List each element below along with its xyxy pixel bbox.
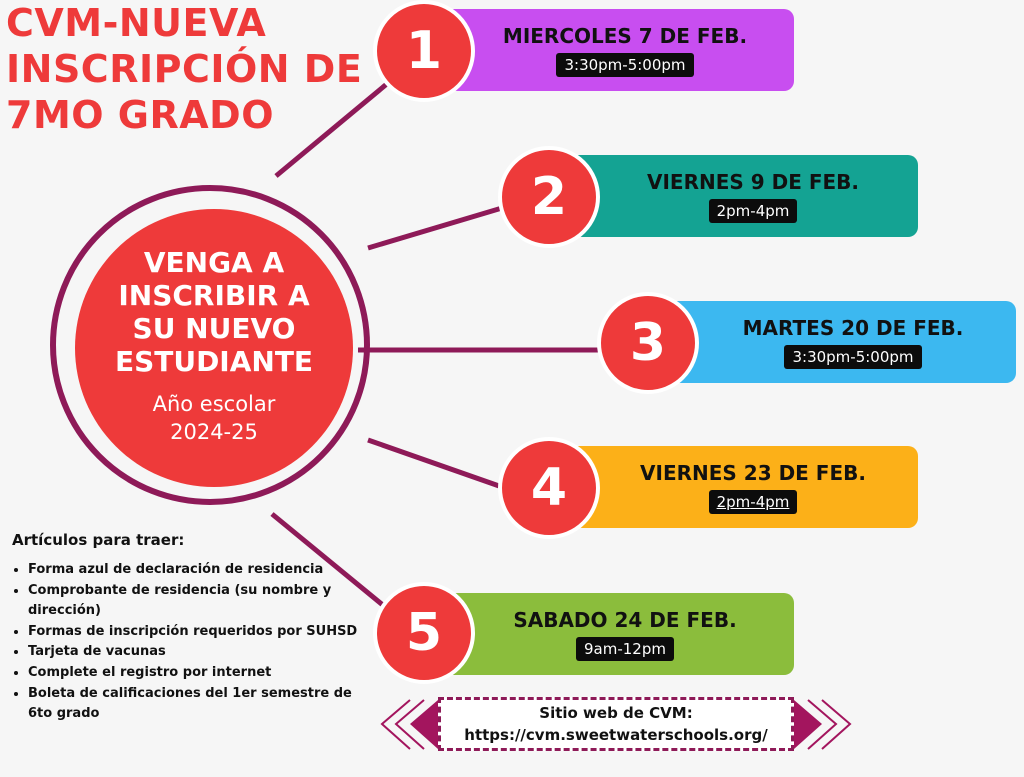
list-item: • Complete el registro por internet [28, 663, 368, 684]
title-line-1: CVM-NUEVA [6, 1, 267, 45]
items-to-bring [8, 530, 368, 725]
session-card-5 [428, 593, 794, 675]
list-item: • Boleta de calificaciones del 1er semestre de 6to grado [28, 684, 368, 725]
session-number-1: 1 [373, 0, 475, 102]
title-line-3: 7MO GRADO [6, 93, 274, 137]
session-time-5: 9am-12pm [576, 637, 674, 661]
list-item: • Comprobante de residencia (su nombre y dirección) [28, 581, 368, 622]
session-time-3: 3:30pm-5:00pm [784, 345, 921, 369]
list-item: • Forma azul de declaración de residencia [28, 560, 368, 581]
session-day-2: VIERNES 9 DE FEB. [646, 169, 860, 194]
center-headline-line-4: ESTUDIANTE [114, 345, 314, 378]
session-day-4: VIERNES 23 DE FEB. [640, 460, 866, 485]
website-link[interactable]: https://cvm.sweetwaterschools.org/ [464, 726, 768, 744]
session-day-5: SABADO 24 DE FEB. [513, 607, 737, 632]
center-headline [115, 246, 313, 378]
session-card-2 [548, 155, 918, 237]
session-time-2: 2pm-4pm [709, 199, 798, 223]
school-year-value: 2024-25 [170, 420, 258, 444]
session-number-2: 2 [498, 146, 600, 248]
connector-line-2 [368, 208, 502, 248]
school-year-label: Año escolar [152, 392, 276, 416]
session-day-3: MARTES 20 DE FEB. [742, 315, 964, 340]
list-item: • Formas de inscripción requeridos por SUHSD [28, 622, 368, 643]
website-banner [438, 697, 794, 751]
website-label: Sitio web de CVM: [539, 704, 693, 722]
center-headline-line-1: VENGA A [143, 246, 285, 279]
title-line-2: INSCRIPCIÓN DE [6, 47, 363, 91]
items-list [8, 560, 368, 725]
items-heading: Artículos para traer: [12, 531, 185, 549]
center-headline-line-3: SU NUEVO [132, 312, 296, 345]
session-number-4: 4 [498, 437, 600, 539]
connector-line-4 [368, 440, 502, 487]
session-number-3: 3 [597, 292, 699, 394]
session-time-1: 3:30pm-5:00pm [556, 53, 693, 77]
session-number-5: 5 [373, 582, 475, 684]
session-card-4 [548, 446, 918, 528]
session-card-3 [650, 301, 1016, 383]
session-time-4: 2pm-4pm [709, 490, 798, 514]
center-message [75, 209, 353, 487]
list-item: • Tarjeta de vacunas [28, 642, 368, 663]
center-headline-line-2: INSCRIBIR A [118, 279, 310, 312]
page-title [6, 0, 386, 138]
session-card-1 [428, 9, 794, 91]
session-day-1: MIERCOLES 7 DE FEB. [502, 23, 748, 48]
school-year [153, 390, 276, 446]
